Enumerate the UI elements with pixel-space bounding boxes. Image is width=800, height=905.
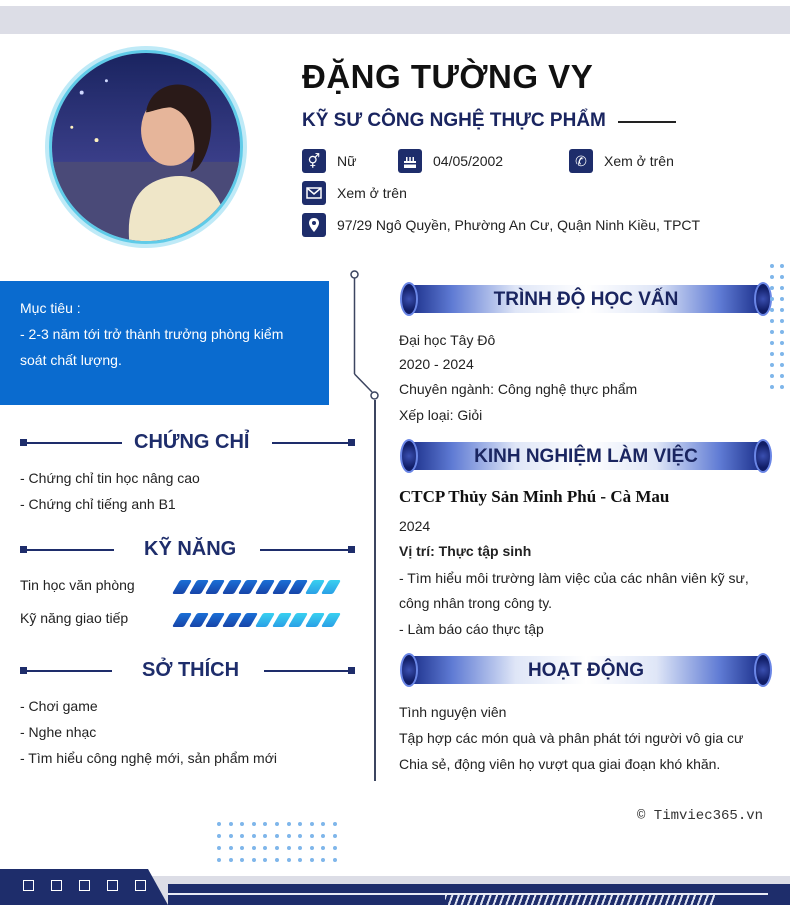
avatar (45, 46, 247, 248)
decor-dot (780, 341, 784, 345)
decor-dot (263, 846, 267, 850)
decor-dot (275, 822, 279, 826)
decor-dots-right (770, 264, 784, 389)
cake-icon (398, 149, 422, 173)
education-major: Chuyên ngành: Công nghệ thực phẩm (399, 381, 638, 397)
activities-title: HOẠT ĐỘNG (527, 660, 645, 681)
decor-dot (252, 822, 256, 826)
phone-value: Xem ở trên (604, 153, 674, 169)
decor-dot (770, 330, 774, 334)
decor-dot (780, 385, 784, 389)
experience-position: Vị trí: Thực tập sinh (399, 543, 532, 559)
email-row (302, 181, 407, 205)
profile-photo (52, 53, 240, 241)
footer-square (51, 880, 62, 891)
decor-dot (229, 846, 233, 850)
experience-desc-1: - Tìm hiểu môi trường làm việc của các nhân viên kỹ sư, (399, 570, 749, 586)
decor-dot (770, 363, 774, 367)
experience-desc-2: công nhân trong công ty. (399, 595, 553, 611)
decor-dot (770, 374, 774, 378)
decor-dot (298, 846, 302, 850)
skill-segment (321, 613, 341, 627)
decor-dot (240, 858, 244, 862)
decor-dot (333, 858, 337, 862)
copyright: © Timviec365.vn (637, 808, 764, 824)
hobby-item: - Nghe nhạc (20, 724, 97, 740)
decor-dot (780, 330, 784, 334)
decor-dot (770, 319, 774, 323)
decor-dot (770, 308, 774, 312)
decor-dot (333, 834, 337, 838)
skill-bar-communication (176, 613, 342, 627)
title-underline (618, 121, 676, 123)
hobbies-title: SỞ THÍCH (142, 659, 240, 681)
activities-line-3: Chia sẻ, động viên họ vượt qua giai đoạn khó khăn. (399, 756, 721, 772)
decor-dot (229, 858, 233, 862)
footer-square (23, 880, 34, 891)
education-period: 2020 - 2024 (399, 356, 474, 372)
phone-row (569, 149, 674, 173)
decor-dot (321, 822, 325, 826)
decor-dot (780, 275, 784, 279)
hobbies-heading (20, 659, 356, 683)
certificate-item: - Chứng chỉ tin học nâng cao (20, 470, 200, 486)
hobby-item: - Tìm hiểu công nghệ mới, sản phẩm mới (20, 750, 277, 766)
education-grade: Xếp loại: Giỏi (399, 407, 483, 423)
decor-dot (770, 385, 774, 389)
decor-dot (770, 352, 774, 356)
objective-box (0, 281, 329, 405)
email-value: Xem ở trên (337, 185, 407, 201)
hobby-item: - Chơi game (20, 698, 98, 714)
objective-line-1: - 2-3 năm tới trở thành trưởng phòng kiểm (20, 326, 284, 342)
decor-dots-bottom (217, 822, 337, 862)
decor-dot (240, 822, 244, 826)
decor-dot (298, 822, 302, 826)
objective-label: Mục tiêu : (20, 300, 81, 316)
gender-icon: ⚥ (302, 149, 326, 173)
decor-dot (263, 822, 267, 826)
skill-segment (321, 580, 341, 594)
education-banner (400, 282, 772, 316)
full-name: ĐẶNG TƯỜNG VY (302, 58, 594, 95)
decor-dot (780, 319, 784, 323)
decor-dot (780, 264, 784, 268)
decor-dot (333, 846, 337, 850)
decor-dot (229, 822, 233, 826)
decor-dot (287, 846, 291, 850)
address-row (302, 213, 700, 237)
decor-dot (217, 834, 221, 838)
decor-dot (780, 308, 784, 312)
decor-dot (287, 858, 291, 862)
location-pin-icon (302, 213, 326, 237)
job-title: KỸ SƯ CÔNG NGHỆ THỰC PHẨM (302, 110, 606, 131)
decor-dot (229, 834, 233, 838)
decor-dot (310, 846, 314, 850)
decor-dot (240, 846, 244, 850)
decor-dot (252, 858, 256, 862)
decor-dot (310, 834, 314, 838)
decor-dot (770, 297, 774, 301)
decor-dot (310, 822, 314, 826)
certificate-item: - Chứng chỉ tiếng anh B1 (20, 496, 176, 512)
certificates-heading (20, 431, 356, 455)
activities-line-1: Tình nguyện viên (399, 704, 507, 720)
experience-desc-3: - Làm báo cáo thực tập (399, 621, 544, 637)
decor-dot (310, 858, 314, 862)
footer-square (79, 880, 90, 891)
birthday-row (398, 149, 503, 173)
decor-dot (263, 834, 267, 838)
decor-dot (287, 834, 291, 838)
decor-dot (217, 822, 221, 826)
decor-dot (770, 275, 774, 279)
footer-stripes (445, 895, 715, 905)
skill-bar-office (176, 580, 342, 594)
activities-banner (400, 653, 772, 687)
decor-dot (770, 341, 774, 345)
birthday-value: 04/05/2002 (433, 153, 504, 169)
decor-dot (321, 846, 325, 850)
top-decor-bar (0, 6, 790, 34)
phone-icon: ✆ (569, 149, 593, 173)
certificates-title: CHỨNG CHỈ (134, 431, 250, 453)
objective-line-2: soát chất lượng. (20, 352, 122, 368)
skill-label: Tin học văn phòng (20, 577, 135, 593)
experience-year: 2024 (399, 518, 431, 534)
decor-dot (321, 834, 325, 838)
decor-dot (252, 834, 256, 838)
gender-row (302, 149, 356, 173)
decor-dot (275, 858, 279, 862)
decor-dot (770, 286, 774, 290)
decor-dot (287, 822, 291, 826)
decor-dot (780, 286, 784, 290)
decor-dot (298, 858, 302, 862)
skill-label: Kỹ năng giao tiếp (20, 610, 129, 626)
decor-dot (298, 834, 302, 838)
decor-dot (780, 297, 784, 301)
activities-line-2: Tập hợp các món quà và phân phát tới người vô gia cư (399, 730, 744, 746)
gender-value: Nữ (337, 153, 357, 169)
experience-title: KINH NGHIỆM LÀM VIỆC (474, 446, 698, 467)
decor-dot (252, 846, 256, 850)
experience-company: CTCP Thủy Sản Minh Phú - Cà Mau (399, 487, 670, 506)
decor-dot (275, 846, 279, 850)
decor-dot (217, 858, 221, 862)
decor-dot (780, 374, 784, 378)
address-value: 97/29 Ngô Quyền, Phường An Cư, Quận Ninh Kiều, TPCT (337, 217, 701, 233)
education-school: Đại học Tây Đô (399, 332, 496, 348)
experience-banner (400, 439, 772, 473)
footer-square (135, 880, 146, 891)
mail-icon (302, 181, 326, 205)
decor-dot (321, 858, 325, 862)
timeline-line (374, 400, 376, 781)
decor-dot (780, 363, 784, 367)
decor-dot (217, 846, 221, 850)
decor-dot (333, 822, 337, 826)
timeline-connector (345, 266, 385, 406)
decor-dot (780, 352, 784, 356)
footer-square (107, 880, 118, 891)
skills-title: KỸ NĂNG (144, 538, 237, 560)
decor-dot (240, 834, 244, 838)
skills-heading (20, 538, 356, 562)
decor-dot (275, 834, 279, 838)
decor-dot (263, 858, 267, 862)
decor-dot (770, 264, 774, 268)
education-title: TRÌNH ĐỘ HỌC VẤN (493, 289, 679, 310)
